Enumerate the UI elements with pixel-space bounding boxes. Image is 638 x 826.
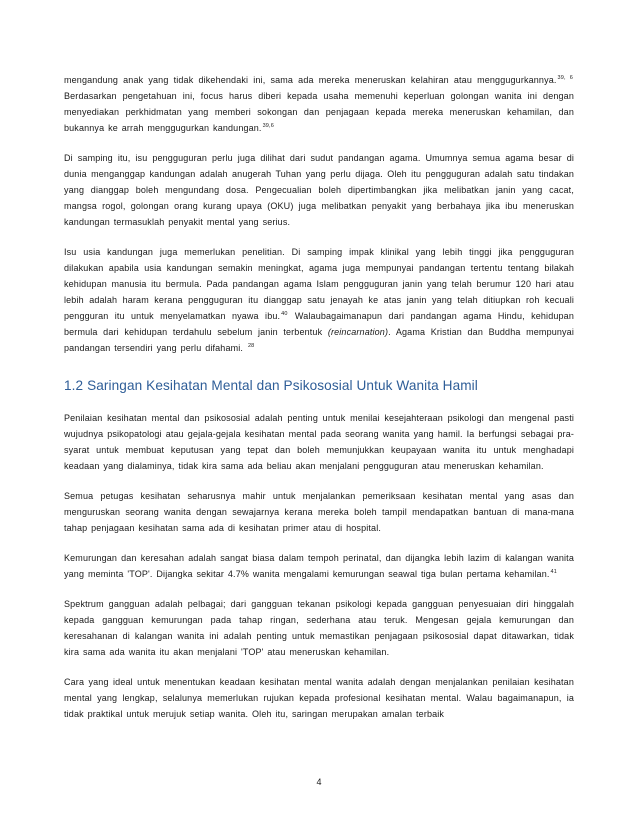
citation-superscript: 39, 6	[557, 75, 573, 81]
paragraph-religious-view	[64, 150, 574, 230]
paragraph-gestational-age	[64, 244, 574, 356]
paragraph-text: Berdasarkan pengetahuan ini, focus harus diberi kepada usaha memenuhi keperluan golongan wanita ini dengan menyediakan perkhidmatan yang memberi sokongan dan penjagaan kepada mereka meneruskan kehamilan, dan bukannya ke arrah menggugurkan kandungan.	[64, 91, 574, 133]
paragraph-text: mengandung anak yang tidak dikehendaki ini, sama ada mereka meneruskan kelahiran atau menggugurkannya.	[64, 75, 557, 85]
section-heading: 1.2 Saringan Kesihatan Mental dan Psikososial Untuk Wanita Hamil	[64, 378, 478, 393]
paragraph-depression	[64, 550, 574, 582]
paragraph-health-workers	[64, 488, 574, 536]
paragraph-text: Penilaian kesihatan mental dan psikososial adalah penting untuk menilai kesejahteraan psikologi dan mengenal pasti wujudnya psikopatologi atau gejala-gejala kesihatan mental pada seorang wanita yang hamil. Ia berfungsi sebagai pra-syarat untuk membuat keputusan yang tepat dan boleh memunjukkan keupayaan wanita itu untuk menghadapi keadaan yang dialaminya, tidak kira sama ada beliau akan menjalani pengguguran atau meneruskan kehamilan.	[64, 413, 574, 471]
paragraph-text: Semua petugas kesihatan seharusnya mahir untuk menjalankan pemeriksaan kesihatan mental yang asas dan menguruskan seorang wanita dengan sewajarnya kerana mereka boleh tampil mendapatkan bantuan di mana-mana tahap penjagaan kesihatan sama ada di kesihatan primer atau di hospital.	[64, 491, 574, 533]
paragraph-assessment	[64, 410, 574, 474]
paragraph-text: Walaubagaimanapun dari pandangan agama Hindu, kehidupan bermula dari kehidupan terdahulu sebelum janin terbentuk	[64, 311, 574, 337]
paragraph-text: Isu usia kandungan juga memerlukan penelitian. Di samping impak klinikal yang lebih tinggi jika pengguguran dilakukan apabila usia kandungan semakin meningkat, agama juga mempunyai pandangan tertentu tentang bilakah kehidupan manusia itu bermula. Pada pandangan agama Islam pengguguran janin yang telah berumur 120 hari atau lebih adalah haram kerana pengguguran itu dianggap satu jenayah ke atas janin yang telah ditiupkan roh kecuali pengguran itu untuk menyelamatkan nyawa ibu.	[64, 247, 574, 321]
paragraph-abortion-decision	[64, 72, 574, 136]
paragraph-text: Di samping itu, isu pengguguran perlu juga dilihat dari sudut pandangan agama. Umumnya semua agama besar di dunia menganggap kandungan adalah anugerah Tuhan yang perlu dijaga. Oleh itu pengguguran adalah satu tindakan yang dianggap boleh mengundang dosa. Pengecualian boleh dipertimbangkan jika melibatkan janin yang cacat, mangsa rogol, golongan orang kurang upaya (OKU) juga melibatkan penyakit yang berbahaya jika ibu meneruskan kandungan termasuklah penyakit mental yang serius.	[64, 153, 574, 227]
citation-superscript: 41	[550, 569, 557, 575]
paragraph-text: Spektrum gangguan adalah pelbagai; dari gangguan tekanan psikologi kepada gangguan penyesuaian diri hinggalah kepada gangguan kemurungan pada tahap ringan, sederhana atau teruk. Mengesan gejala kemurungan dan keresahanan di kalangan wanita ini adalah penting untuk memastikan penjagaan psikososial dapat ditawarkan, tidak kira sama ada wanita itu akan menjalani 'TOP' atau meneruskan kehamilan.	[64, 599, 574, 657]
paragraph-spectrum	[64, 596, 574, 660]
citation-superscript: 40	[281, 311, 288, 317]
paragraph-text: . Agama Kristian dan Buddha mempunyai pandangan tersendiri yang perlu difahami.	[64, 327, 574, 353]
page-content	[64, 72, 574, 736]
paragraph-screening	[64, 674, 574, 722]
paragraph-text: Kemurungan dan keresahan adalah sangat biasa dalam tempoh perinatal, dan dijangka lebih lazim di kalangan wanita yang meminta 'TOP'. Dijangka sekitar 4.7% wanita mengalami kemurungan seawal tiga bulan pertama kehamilan.	[64, 553, 574, 579]
page-number: 4	[316, 777, 322, 787]
italic-term: (reincarnation)	[327, 327, 389, 337]
paragraph-text: Cara yang ideal untuk menentukan keadaan kesihatan mental wanita adalah dengan menjalankan penilaian kesihatan mental yang lengkap, selalunya memerlukan rujukan kepada profesional kesihatan mental. Walau bagaimanapun, ia tidak praktikal untuk merujuk setiap wanita. Oleh itu, saringan merupakan amalan terbaik	[64, 677, 574, 719]
citation-superscript: 28	[247, 343, 255, 349]
citation-superscript: 39,6	[262, 123, 274, 129]
